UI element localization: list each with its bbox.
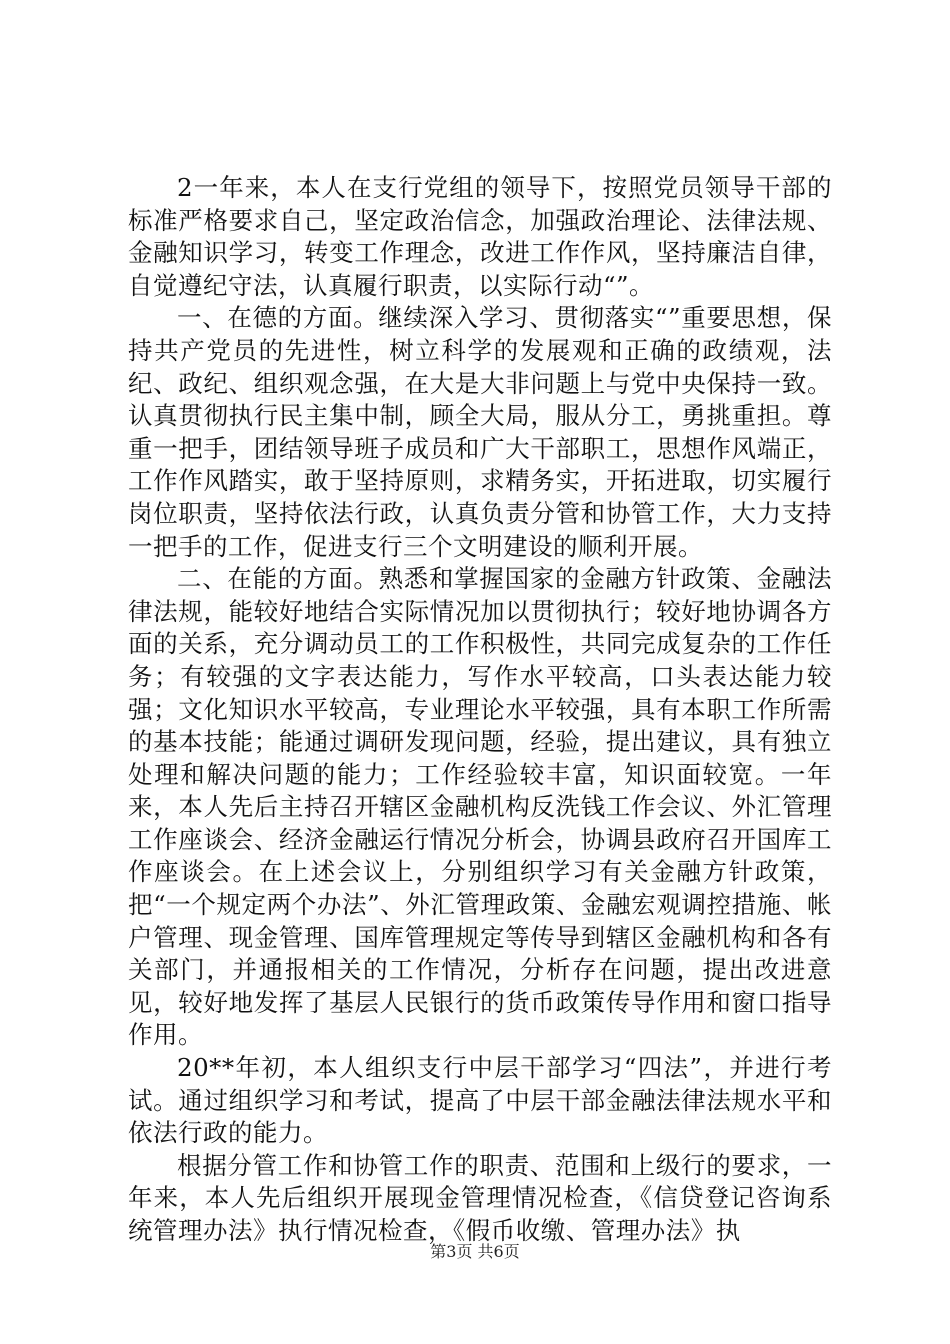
- paragraph-inspections: 根据分管工作和协管工作的职责、范围和上级行的要求，一年来，本人先后组织开展现金管理情况检查，《信贷登记咨询系统管理办法》执行情况检查，《假币收缴、管理办法》执: [128, 1150, 832, 1245]
- paragraph-moral-aspect: 一、在德的方面。继续深入学习、贯彻落实“”重要思想，保持共产党员的先进性，树立科学的发展观和正确的政绩观，法纪、政纪、组织观念强，在大是大非问题上与党中央保持一致。认真贯彻执行民主集中制，顾全大局，服从分工，勇挑重担。尊重一把手，团结领导班子成员和广大干部职工，思想作风端正，工作作风踏实，敢于坚持原则，求精务实，开拓进取，切实履行岗位职责，坚持依法行政，认真负责分管和协管工作，大力支持一把手的工作，促进支行三个文明建设的顺利开展。: [128, 303, 832, 561]
- document-body: [128, 172, 832, 1248]
- paragraph-ability-aspect: 二、在能的方面。熟悉和掌握国家的金融方针政策、金融法律法规，能较好地结合实际情况加以贯彻执行；较好地协调各方面的关系，充分调动员工的工作积极性，共同完成复杂的工作任务；有较强的文字表达能力，写作水平较高，口头表达能力较强；文化知识水平较高，专业理论水平较强，具有本职工作所需的基本技能；能通过调研发现问题，经验，提出建议，具有独立处理和解决问题的能力；工作经验较丰富，知识面较宽。一年来，本人先后主持召开辖区金融机构反洗钱工作会议、外汇管理工作座谈会、经济金融运行情况分析会，协调县政府召开国库工作座谈会。在上述会议上，分别组织学习有关金融方针政策，把“一个规定两个办法”、外汇管理政策、金融宏观调控措施、帐户管理、现金管理、国库管理规定等传导到辖区金融机构和各有关部门，并通报相关的工作情况，分析存在问题，提出改进意见，较好地发挥了基层人民银行的货币政策传导作用和窗口指导作用。: [128, 564, 832, 1050]
- paragraph-law-study: 20**年初，本人组织支行中层干部学习“四法”，并进行考试。通过组织学习和考试，提高了中层干部金融法律法规水平和依法行政的能力。: [128, 1053, 832, 1148]
- page-number-footer: 第3页 共6页: [430, 1242, 520, 1261]
- paragraph-intro: 2一年来，本人在支行党组的领导下，按照党员领导干部的标准严格要求自己，坚定政治信念，加强政治理论、法律法规、金融知识学习，转变工作理念，改进工作作风，坚持廉洁自律，自觉遵纪守法，认真履行职责，以实际行动“”。: [128, 173, 832, 300]
